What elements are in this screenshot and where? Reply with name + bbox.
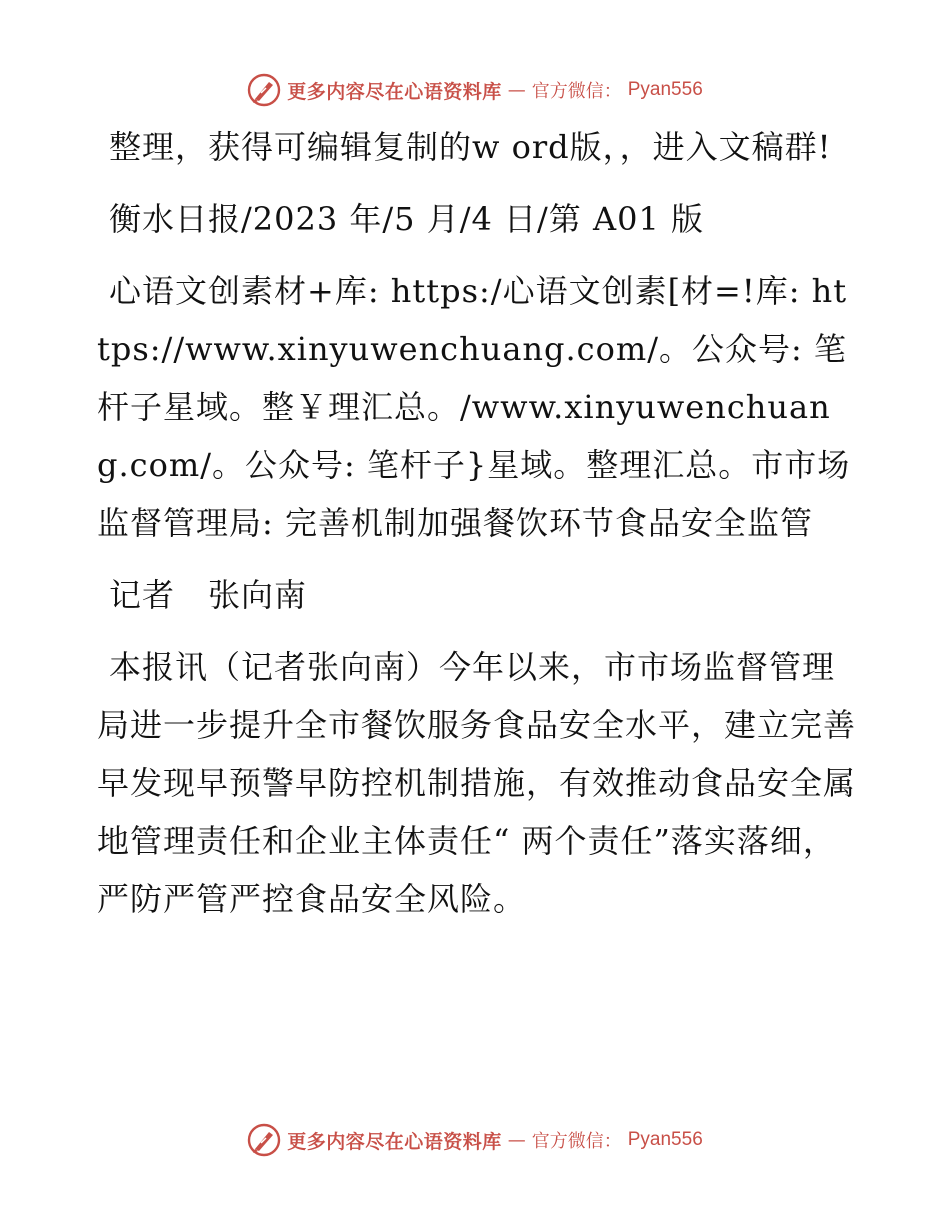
header-banner [0, 70, 950, 110]
lead-paragraph: 本报讯（记者张向南）今年以来，市市场监督管理局进一步提升全市餐饮服务食品安全水平，建立完善早发现早预警早防控机制措施，有效推动食品安全属地管理责任和企业主体责任“ 两个责任”落实落细，严防严管严控食品安全风险。 [97, 648, 857, 918]
banner-separator: — [507, 1129, 526, 1151]
quill-pen-icon [247, 1123, 281, 1157]
footer-banner [0, 1120, 950, 1160]
document-body [97, 118, 857, 942]
intro-paragraph: 整理，获得可编辑复制的w ord版，，进入文稿群! [109, 128, 832, 166]
banner-contact-label: 官方微信： [531, 81, 622, 102]
banner-contact-id: Pyan556 [627, 1129, 703, 1150]
banner-contact-id: Pyan556 [627, 79, 703, 100]
banner-title: 更多内容尽在心语资料库 [287, 1130, 502, 1153]
banner-contact-label: 官方微信： [531, 1131, 622, 1152]
banner-title: 更多内容尽在心语资料库 [287, 80, 502, 103]
byline: 记者 张向南 [109, 576, 308, 614]
quill-pen-icon [247, 73, 281, 107]
source-and-headline-paragraph: 心语文创素材+库: https:/心语文创素[材=!库: https://www.xinyuwenchuang.com/。公众号: 笔杆子星域。整￥理汇总。/www.xinyuwenchuang.com/。公众号: 笔杆子}星域。整理汇总。市市场监督管理局: 完善机制加强餐饮环节食品安全监管 [97, 272, 851, 542]
source-line: 衡水日报/2023 年/5 月/4 日/第 A01 版 [109, 200, 704, 238]
banner-separator: — [507, 79, 526, 101]
